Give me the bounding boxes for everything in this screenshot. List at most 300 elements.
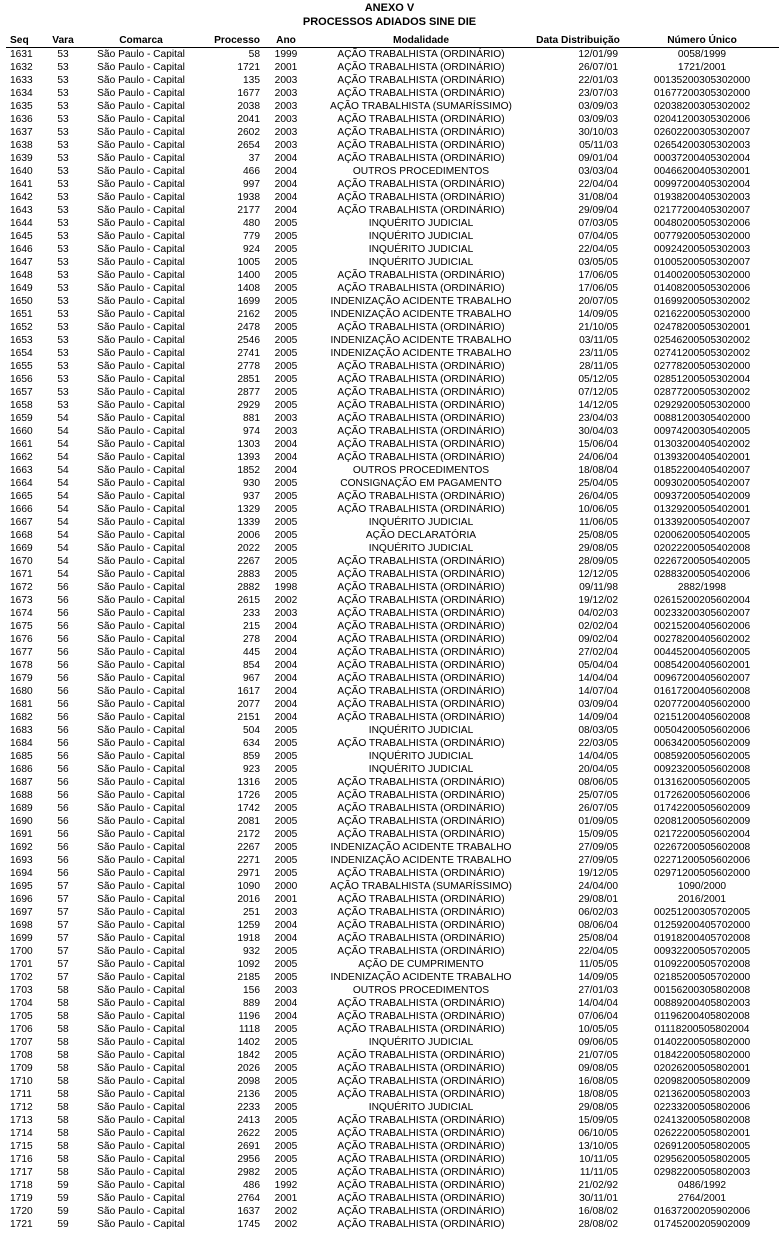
cell-comarca: São Paulo - Capital [97, 647, 185, 658]
cell-processo: 2851 [237, 374, 260, 385]
cell-processo: 1196 [238, 1011, 260, 1022]
cell-comarca: São Paulo - Capital [97, 1115, 185, 1126]
cell-numero-unico: 02172200505602004 [653, 829, 751, 840]
cell-seq: 1694 [10, 868, 33, 879]
cell-ano: 2005 [274, 1141, 298, 1152]
cell-ano: 2004 [274, 712, 298, 723]
cell-modalidade: AÇÃO TRABALHISTA (ORDINÁRIO) [337, 127, 505, 138]
cell-numero-unico: 01677200305302000 [653, 88, 751, 99]
cell-ano: 2005 [274, 543, 298, 554]
cell-ano: 2005 [274, 803, 298, 814]
cell-ano: 2005 [274, 1128, 298, 1139]
cell-processo: 1303 [237, 439, 260, 450]
table-row [6, 1127, 779, 1140]
cell-vara: 53 [57, 192, 69, 203]
cell-ano: 2004 [274, 920, 298, 931]
cell-modalidade: AÇÃO TRABALHISTA (ORDINÁRIO) [337, 1193, 505, 1204]
cell-numero-unico: 00779200505302000 [653, 231, 751, 242]
cell-comarca: São Paulo - Capital [97, 1063, 185, 1074]
cell-numero-unico: 00889200405802003 [653, 998, 751, 1009]
cell-vara: 58 [57, 998, 69, 1009]
table-row [6, 581, 779, 594]
cell-vara: 53 [57, 114, 69, 125]
cell-data-distribuicao: 08/06/04 [578, 920, 618, 931]
cell-processo: 156 [243, 985, 260, 996]
cell-modalidade: AÇÃO TRABALHISTA (ORDINÁRIO) [337, 660, 505, 671]
table-row [6, 529, 779, 542]
cell-ano: 1999 [274, 49, 298, 60]
cell-comarca: São Paulo - Capital [97, 62, 185, 73]
cell-data-distribuicao: 02/02/04 [578, 621, 618, 632]
cell-ano: 2005 [274, 504, 298, 515]
cell-modalidade: INQUÉRITO JUDICIAL [368, 257, 474, 268]
cell-comarca: São Paulo - Capital [97, 777, 185, 788]
cell-comarca: São Paulo - Capital [97, 205, 185, 216]
table-row [6, 347, 779, 360]
cell-vara: 57 [57, 959, 69, 970]
cell-comarca: São Paulo - Capital [97, 881, 185, 892]
cell-data-distribuicao: 09/02/04 [578, 634, 618, 645]
cell-data-distribuicao: 29/09/04 [578, 205, 618, 216]
cell-modalidade: AÇÃO TRABALHISTA (ORDINÁRIO) [337, 1219, 505, 1230]
cell-data-distribuicao: 21/07/05 [578, 1050, 618, 1061]
cell-modalidade: AÇÃO TRABALHISTA (ORDINÁRIO) [337, 426, 505, 437]
cell-modalidade: OUTROS PROCEDIMENTOS [352, 166, 490, 177]
cell-data-distribuicao: 14/07/04 [578, 686, 618, 697]
cell-ano: 2005 [274, 946, 298, 957]
cell-comarca: São Paulo - Capital [97, 1102, 185, 1113]
cell-comarca: São Paulo - Capital [97, 1050, 185, 1061]
cell-ano: 2004 [274, 699, 298, 710]
cell-ano: 2003 [274, 127, 298, 138]
column-header-seq: Seq [6, 34, 46, 48]
cell-vara: 54 [57, 543, 69, 554]
cell-vara: 56 [57, 595, 69, 606]
cell-vara: 56 [57, 712, 69, 723]
cell-vara: 53 [57, 387, 69, 398]
cell-seq: 1639 [10, 153, 33, 164]
cell-ano: 2003 [274, 75, 298, 86]
cell-data-distribuicao: 17/06/05 [578, 283, 618, 294]
cell-ano: 2001 [274, 62, 298, 73]
table-row [6, 373, 779, 386]
table-row [6, 334, 779, 347]
cell-modalidade: AÇÃO TRABALHISTA (ORDINÁRIO) [337, 699, 505, 710]
cell-processo: 634 [243, 738, 260, 749]
cell-numero-unico: 01726200505602006 [653, 790, 751, 801]
cell-processo: 251 [243, 907, 260, 918]
cell-processo: 2006 [237, 530, 260, 541]
cell-vara: 54 [57, 439, 69, 450]
cell-vara: 53 [57, 309, 69, 320]
cell-processo: 2622 [237, 1128, 260, 1139]
cell-data-distribuicao: 11/11/05 [579, 1167, 618, 1178]
cell-comarca: São Paulo - Capital [97, 1037, 185, 1048]
cell-modalidade: AÇÃO TRABALHISTA (ORDINÁRIO) [337, 374, 505, 385]
cell-comarca: São Paulo - Capital [97, 257, 185, 268]
cell-data-distribuicao: 04/02/03 [578, 608, 618, 619]
cell-modalidade: AÇÃO TRABALHISTA (ORDINÁRIO) [337, 712, 505, 723]
column-header-numero-unico: Número Único [622, 34, 779, 48]
cell-processo: 1402 [237, 1037, 260, 1048]
column-header-modalidade: Modalidade [308, 34, 534, 48]
cell-ano: 2005 [274, 270, 298, 281]
cell-processo: 1259 [237, 920, 260, 931]
cell-seq: 1703 [10, 985, 33, 996]
cell-processo: 2971 [237, 868, 260, 879]
cell-numero-unico: 00278200405602002 [653, 634, 751, 645]
cell-processo: 974 [243, 426, 260, 437]
cell-modalidade: AÇÃO TRABALHISTA (ORDINÁRIO) [337, 647, 505, 658]
cell-numero-unico: 02267200505602008 [653, 842, 751, 853]
cell-seq: 1690 [10, 816, 33, 827]
cell-vara: 54 [57, 556, 69, 567]
cell-ano: 2005 [274, 335, 298, 346]
cell-comarca: São Paulo - Capital [97, 946, 185, 957]
cell-processo: 2982 [237, 1167, 260, 1178]
cell-vara: 56 [57, 816, 69, 827]
cell-modalidade: OUTROS PROCEDIMENTOS [352, 465, 490, 476]
cell-seq: 1657 [10, 387, 33, 398]
cell-modalidade: AÇÃO TRABALHISTA (ORDINÁRIO) [337, 192, 505, 203]
cell-ano: 2005 [274, 257, 298, 268]
cell-data-distribuicao: 05/11/03 [579, 140, 618, 151]
cell-numero-unico: 02162200505302000 [653, 309, 751, 320]
cell-numero-unico: 01339200505402007 [653, 517, 751, 528]
cell-seq: 1661 [10, 439, 33, 450]
table-row [6, 1036, 779, 1049]
cell-vara: 58 [57, 1076, 69, 1087]
cell-numero-unico: 01745200205902009 [653, 1219, 751, 1230]
cell-comarca: São Paulo - Capital [97, 465, 185, 476]
cell-comarca: São Paulo - Capital [97, 985, 185, 996]
cell-vara: 56 [57, 725, 69, 736]
cell-processo: 278 [243, 634, 260, 645]
cell-ano: 2005 [274, 1076, 298, 1087]
cell-seq: 1655 [10, 361, 33, 372]
cell-data-distribuicao: 30/04/03 [578, 426, 618, 437]
cell-seq: 1650 [10, 296, 33, 307]
cell-processo: 1699 [237, 296, 260, 307]
cell-modalidade: AÇÃO TRABALHISTA (ORDINÁRIO) [337, 1063, 505, 1074]
cell-vara: 59 [57, 1219, 69, 1230]
cell-numero-unico: 02851200505302004 [653, 374, 751, 385]
cell-modalidade: AÇÃO TRABALHISTA (ORDINÁRIO) [337, 777, 505, 788]
table-row [6, 48, 779, 62]
cell-comarca: São Paulo - Capital [97, 829, 185, 840]
table-row [6, 958, 779, 971]
table-row [6, 438, 779, 451]
cell-numero-unico: 00937200505402009 [653, 491, 751, 502]
table-row [6, 126, 779, 139]
cell-seq: 1711 [10, 1089, 32, 1100]
cell-data-distribuicao: 14/09/05 [578, 309, 618, 320]
table-row [6, 256, 779, 269]
cell-comarca: São Paulo - Capital [97, 1180, 185, 1191]
cell-modalidade: AÇÃO TRABALHISTA (ORDINÁRIO) [337, 205, 505, 216]
cell-modalidade: AÇÃO TRABALHISTA (ORDINÁRIO) [337, 88, 505, 99]
cell-comarca: São Paulo - Capital [97, 296, 185, 307]
cell-data-distribuicao: 03/09/04 [578, 699, 618, 710]
cell-modalidade: AÇÃO TRABALHISTA (ORDINÁRIO) [337, 1050, 505, 1061]
cell-modalidade: AÇÃO TRABALHISTA (ORDINÁRIO) [337, 49, 505, 60]
cell-numero-unico: 00924200505302003 [653, 244, 751, 255]
cell-modalidade: AÇÃO TRABALHISTA (ORDINÁRIO) [337, 738, 505, 749]
cell-data-distribuicao: 14/09/04 [578, 712, 618, 723]
cell-data-distribuicao: 12/12/05 [578, 569, 618, 580]
cell-comarca: São Paulo - Capital [97, 1167, 185, 1178]
cell-comarca: São Paulo - Capital [97, 894, 185, 905]
cell-modalidade: INQUÉRITO JUDICIAL [368, 1037, 474, 1048]
cell-seq: 1689 [10, 803, 33, 814]
cell-ano: 2005 [274, 738, 298, 749]
cell-comarca: São Paulo - Capital [97, 322, 185, 333]
cell-ano: 2005 [274, 1063, 298, 1074]
table-row [6, 568, 779, 581]
cell-vara: 57 [57, 894, 69, 905]
cell-processo: 924 [243, 244, 260, 255]
cell-data-distribuicao: 05/04/04 [578, 660, 618, 671]
cell-ano: 2005 [274, 1024, 298, 1035]
cell-seq: 1668 [10, 530, 33, 541]
cell-vara: 59 [57, 1193, 69, 1204]
cell-vara: 56 [57, 855, 69, 866]
cell-processo: 2267 [237, 842, 260, 853]
cell-data-distribuicao: 15/09/05 [578, 1115, 618, 1126]
cell-vara: 57 [57, 933, 69, 944]
cell-seq: 1653 [10, 335, 33, 346]
cell-seq: 1659 [10, 413, 33, 424]
cell-numero-unico: 01303200405402002 [653, 439, 751, 450]
cell-vara: 58 [57, 1037, 69, 1048]
cell-processo: 2041 [237, 114, 260, 125]
cell-seq: 1671 [10, 569, 33, 580]
cell-data-distribuicao: 22/03/05 [578, 738, 618, 749]
cell-vara: 57 [57, 881, 69, 892]
cell-vara: 54 [57, 478, 69, 489]
cell-data-distribuicao: 17/06/05 [578, 270, 618, 281]
cell-comarca: São Paulo - Capital [97, 595, 185, 606]
cell-data-distribuicao: 23/04/03 [578, 413, 618, 424]
cell-numero-unico: 02956200505802005 [653, 1154, 751, 1165]
cell-seq: 1693 [10, 855, 33, 866]
cell-numero-unico: 00932200505702005 [653, 946, 751, 957]
cell-ano: 2005 [274, 790, 298, 801]
cell-processo: 2602 [237, 127, 260, 138]
table-row [6, 308, 779, 321]
cell-data-distribuicao: 26/04/05 [578, 491, 618, 502]
cell-seq: 1682 [10, 712, 33, 723]
table-row [6, 971, 779, 984]
table-row [6, 204, 779, 217]
cell-modalidade: AÇÃO TRABALHISTA (ORDINÁRIO) [337, 816, 505, 827]
cell-comarca: São Paulo - Capital [97, 270, 185, 281]
cell-modalidade: AÇÃO TRABALHISTA (ORDINÁRIO) [337, 153, 505, 164]
cell-vara: 58 [57, 1141, 69, 1152]
cell-data-distribuicao: 19/12/05 [578, 868, 618, 879]
cell-comarca: São Paulo - Capital [97, 88, 185, 99]
cell-data-distribuicao: 14/04/04 [578, 673, 618, 684]
cell-seq: 1660 [10, 426, 33, 437]
cell-seq: 1641 [10, 179, 33, 190]
cell-numero-unico: 2882/1998 [677, 582, 727, 593]
cell-ano: 2004 [274, 465, 298, 476]
table-row [6, 711, 779, 724]
cell-ano: 2005 [274, 400, 298, 411]
cell-comarca: São Paulo - Capital [97, 491, 185, 502]
cell-numero-unico: 01408200505302006 [653, 283, 751, 294]
cell-modalidade: AÇÃO TRABALHISTA (ORDINÁRIO) [337, 1128, 505, 1139]
cell-seq: 1701 [10, 959, 33, 970]
cell-numero-unico: 01259200405702000 [653, 920, 751, 931]
cell-data-distribuicao: 22/01/03 [578, 75, 618, 86]
table-row [6, 230, 779, 243]
table-row [6, 997, 779, 1010]
cell-ano: 2005 [274, 1167, 298, 1178]
cell-vara: 53 [57, 374, 69, 385]
cell-numero-unico: 00215200405602006 [653, 621, 751, 632]
cell-numero-unico: 00854200405602001 [653, 660, 751, 671]
table-row [6, 295, 779, 308]
cell-comarca: São Paulo - Capital [97, 114, 185, 125]
cell-processo: 932 [243, 946, 260, 957]
cell-numero-unico: 02233200505802006 [653, 1102, 751, 1113]
cell-data-distribuicao: 26/07/01 [578, 62, 618, 73]
cell-vara: 53 [57, 179, 69, 190]
cell-seq: 1662 [10, 452, 33, 463]
cell-processo: 2478 [237, 322, 260, 333]
cell-processo: 2691 [237, 1141, 260, 1152]
table-row [6, 61, 779, 74]
cell-processo: 2764 [237, 1193, 260, 1204]
cell-ano: 2005 [274, 829, 298, 840]
cell-modalidade: AÇÃO TRABALHISTA (ORDINÁRIO) [337, 556, 505, 567]
cell-data-distribuicao: 25/08/05 [578, 530, 618, 541]
cell-numero-unico: 02077200405602000 [653, 699, 751, 710]
cell-seq: 1710 [10, 1076, 33, 1087]
table-row [6, 360, 779, 373]
cell-processo: 1393 [237, 452, 260, 463]
cell-data-distribuicao: 22/04/05 [578, 244, 618, 255]
cell-modalidade: AÇÃO TRABALHISTA (ORDINÁRIO) [337, 1076, 505, 1087]
cell-data-distribuicao: 16/08/02 [578, 1206, 618, 1217]
cell-ano: 2005 [274, 231, 298, 242]
table-row [6, 321, 779, 334]
cell-comarca: São Paulo - Capital [97, 413, 185, 424]
cell-numero-unico: 02877200505302002 [653, 387, 751, 398]
cell-seq: 1673 [10, 595, 33, 606]
cell-vara: 58 [57, 985, 69, 996]
cell-seq: 1709 [10, 1063, 33, 1074]
cell-numero-unico: 01400200505302000 [653, 270, 751, 281]
cell-comarca: São Paulo - Capital [97, 75, 185, 86]
cell-processo: 1742 [237, 803, 260, 814]
cell-data-distribuicao: 08/03/05 [578, 725, 618, 736]
cell-ano: 2005 [274, 842, 298, 853]
cell-processo: 930 [243, 478, 260, 489]
cell-seq: 1677 [10, 647, 33, 658]
cell-modalidade: AÇÃO TRABALHISTA (ORDINÁRIO) [337, 582, 505, 593]
cell-vara: 58 [57, 1128, 69, 1139]
cell-ano: 2004 [274, 621, 298, 632]
cell-processo: 37 [248, 153, 260, 164]
cell-ano: 2003 [274, 413, 298, 424]
cell-vara: 57 [57, 946, 69, 957]
cell-numero-unico: 01092200505702008 [653, 959, 751, 970]
cell-vara: 59 [57, 1180, 69, 1191]
cell-vara: 53 [57, 270, 69, 281]
cell-ano: 2004 [274, 1011, 298, 1022]
cell-data-distribuicao: 28/08/02 [578, 1219, 618, 1230]
cell-numero-unico: 01637200205902006 [653, 1206, 751, 1217]
cell-data-distribuicao: 09/11/98 [579, 582, 618, 593]
cell-comarca: São Paulo - Capital [97, 751, 185, 762]
cell-modalidade: AÇÃO TRABALHISTA (ORDINÁRIO) [337, 569, 505, 580]
cell-processo: 1677 [237, 88, 260, 99]
cell-vara: 54 [57, 491, 69, 502]
cell-seq: 1648 [10, 270, 33, 281]
cell-vara: 56 [57, 777, 69, 788]
table-row [6, 477, 779, 490]
cell-modalidade: AÇÃO TRABALHISTA (ORDINÁRIO) [337, 1167, 505, 1178]
cell-processo: 2883 [237, 569, 260, 580]
cell-seq: 1706 [10, 1024, 33, 1035]
cell-vara: 56 [57, 673, 69, 684]
cell-modalidade: AÇÃO TRABALHISTA (ORDINÁRIO) [337, 1141, 505, 1152]
cell-modalidade: INQUÉRITO JUDICIAL [368, 517, 474, 528]
cell-seq: 1713 [10, 1115, 33, 1126]
cell-numero-unico: 02006200505402005 [653, 530, 751, 541]
cell-comarca: São Paulo - Capital [97, 426, 185, 437]
cell-comarca: São Paulo - Capital [97, 959, 185, 970]
cell-ano: 2005 [274, 1089, 298, 1100]
cell-seq: 1670 [10, 556, 33, 567]
cell-numero-unico: 01316200505602005 [653, 777, 751, 788]
cell-data-distribuicao: 30/11/01 [579, 1193, 618, 1204]
cell-modalidade: AÇÃO TRABALHISTA (ORDINÁRIO) [337, 998, 505, 1009]
cell-modalidade: AÇÃO TRABALHISTA (ORDINÁRIO) [337, 1180, 505, 1191]
cell-data-distribuicao: 25/04/05 [578, 478, 618, 489]
cell-modalidade: CONSIGNAÇÃO EM PAGAMENTO [340, 478, 502, 489]
cell-numero-unico: 0058/1999 [677, 49, 727, 60]
cell-modalidade: INQUÉRITO JUDICIAL [368, 725, 474, 736]
cell-modalidade: AÇÃO TRABALHISTA (ORDINÁRIO) [337, 1206, 505, 1217]
cell-comarca: São Paulo - Capital [97, 179, 185, 190]
cell-vara: 58 [57, 1089, 69, 1100]
cell-ano: 2005 [274, 777, 298, 788]
cell-data-distribuicao: 27/02/04 [578, 647, 618, 658]
cell-seq: 1666 [10, 504, 33, 515]
cell-seq: 1646 [10, 244, 33, 255]
cell-ano: 2005 [274, 1037, 298, 1048]
cell-processo: 1918 [237, 933, 260, 944]
cell-comarca: São Paulo - Capital [97, 556, 185, 567]
cell-data-distribuicao: 31/08/04 [578, 192, 618, 203]
cell-vara: 53 [57, 231, 69, 242]
cell-data-distribuicao: 22/04/05 [578, 946, 618, 957]
cell-numero-unico: 01118200505802004 [654, 1024, 750, 1035]
cell-seq: 1645 [10, 231, 33, 242]
cell-comarca: São Paulo - Capital [97, 400, 185, 411]
cell-numero-unico: 00156200305802008 [653, 985, 751, 996]
table-row [6, 1010, 779, 1023]
cell-numero-unico: 2016/2001 [677, 894, 727, 905]
table-row [6, 880, 779, 893]
cell-modalidade: AÇÃO DECLARATÓRIA [365, 530, 477, 541]
cell-numero-unico: 00923200505602008 [653, 764, 751, 775]
cell-numero-unico: 02151200405602008 [653, 712, 751, 723]
table-row [6, 984, 779, 997]
